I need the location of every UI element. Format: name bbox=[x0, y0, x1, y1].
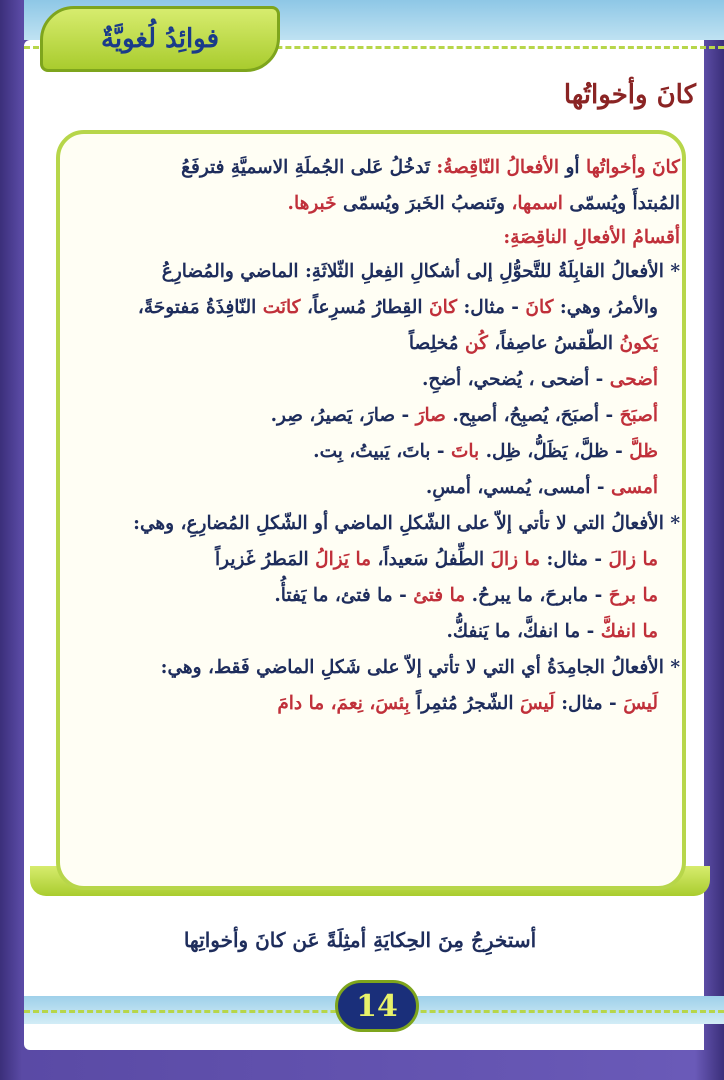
text-run: - باتَ، يَبيتُ، بِت. bbox=[313, 441, 451, 462]
text-run: الطِّفلُ سَعيداً، bbox=[371, 549, 491, 570]
text-line bbox=[80, 362, 680, 398]
text-run: النّافِذَةُ مَفتوحَةً، bbox=[137, 297, 263, 318]
highlighted-term: أقسامُ الأفعالِ الناقِصَةِ: bbox=[503, 227, 680, 248]
text-run: - ظلَّ، يَظَلُّ، ظِل. bbox=[479, 441, 630, 462]
text-run: المَطرُ غَزيراً bbox=[215, 549, 316, 570]
highlighted-term: كانَت bbox=[262, 297, 301, 318]
text-run: - أضحى ، يُضحي، أضحِ. bbox=[421, 369, 610, 390]
highlighted-term: بِئسَ، نِعمَ، ما دامَ bbox=[277, 693, 410, 714]
text-line bbox=[80, 150, 680, 186]
text-line bbox=[80, 290, 680, 326]
text-run: - مثال: bbox=[554, 693, 624, 714]
highlighted-term: صارَ bbox=[415, 405, 446, 426]
text-line bbox=[80, 186, 680, 222]
text-run: القِطارُ مُسرِعاً، bbox=[300, 297, 429, 318]
text-run: - أصبَحَ، يُصبِحُ، أصبِح. bbox=[445, 405, 620, 426]
text-line bbox=[80, 578, 680, 614]
header-title: فوائِدُ لُغويَّةٌ bbox=[100, 24, 220, 54]
text-run: * الأفعالُ التي لا تأتي إلاّ على الشّكلِ الماضي أو الشّكلِ المُضارِعِ، وهي: bbox=[133, 513, 680, 534]
text-line bbox=[80, 254, 680, 290]
section-title: كانَ وأخواتُها bbox=[563, 80, 696, 110]
highlighted-term: لَيسَ bbox=[623, 693, 658, 714]
header-tab bbox=[40, 6, 280, 72]
highlighted-term: ما يَزالُ bbox=[315, 549, 372, 570]
text-run: * الأفعالُ القابِلَةُ للتَّحوُّلِ إلى أشكالِ الفِعلِ الثّلاثَةِ: الماضي والمُضارِعُ bbox=[161, 261, 680, 282]
text-line bbox=[80, 542, 680, 578]
text-run: وتَنصبُ الخَبرَ ويُسمّى bbox=[336, 193, 512, 214]
text-line bbox=[80, 470, 680, 506]
highlighted-term: باتَ bbox=[450, 441, 480, 462]
text-run: - مثال: bbox=[457, 297, 526, 318]
highlighted-term: أصبَحَ bbox=[619, 405, 658, 426]
text-run: - أمسى، يُمسي، أمسِ. bbox=[425, 477, 612, 498]
text-line bbox=[80, 326, 680, 362]
text-line bbox=[80, 434, 680, 470]
text-line bbox=[80, 506, 680, 542]
highlighted-term: ما برحَ bbox=[608, 585, 658, 606]
text-run: الطّقسُ عاصِفاً، bbox=[487, 333, 620, 354]
highlighted-term: خَبرها. bbox=[287, 193, 337, 214]
text-run: - مابرحَ، ما يبرحُ. bbox=[465, 585, 609, 606]
highlighted-term: الأفعالُ النّاقِصةُ: bbox=[436, 157, 560, 178]
footer-instruction: أستخرِجُ مِنَ الحِكايَةِ أمثِلَةً عَن كانَ وأخواتِها bbox=[183, 928, 537, 952]
text-run: والأمرُ، وهي: bbox=[553, 297, 658, 318]
highlighted-term: كانَ bbox=[428, 297, 458, 318]
text-line bbox=[80, 614, 680, 650]
content-body bbox=[80, 150, 680, 722]
highlighted-term: ظلَّ bbox=[629, 441, 658, 462]
highlighted-term: كانَ bbox=[525, 297, 554, 318]
highlighted-term: كُن bbox=[465, 333, 488, 354]
highlighted-term: لَيسَ bbox=[519, 693, 555, 714]
text-line bbox=[80, 398, 680, 434]
text-line bbox=[80, 686, 680, 722]
text-line bbox=[80, 650, 680, 686]
text-run: * الأفعالُ الجامِدَةُ أي التي لا تأتي إلاّ على شَكلِ الماضي فَقط، وهي: bbox=[160, 657, 680, 678]
subheading bbox=[80, 222, 680, 254]
highlighted-term: كانَ وأخواتُها bbox=[586, 157, 680, 178]
highlighted-term: ما زالَ bbox=[608, 549, 658, 570]
text-run: المُبتدأَ ويُسمّى bbox=[562, 193, 680, 214]
highlighted-term: أضحى bbox=[609, 369, 658, 390]
highlighted-term: أمسى bbox=[611, 477, 658, 498]
highlighted-term: يَكونُ bbox=[619, 333, 658, 354]
highlighted-term: اسمها، bbox=[511, 193, 563, 214]
highlighted-term: ما انفكَّ bbox=[600, 621, 658, 642]
highlighted-term: ما فتئ bbox=[413, 585, 466, 606]
text-run: - ما فتئ، ما يَفتأُ. bbox=[274, 585, 414, 606]
highlighted-term: ما زالَ bbox=[490, 549, 541, 570]
text-run: - ما انفكَّ، ما يَنفكُّ. bbox=[446, 621, 601, 642]
text-run: الشّجرُ مُثمِراً bbox=[409, 693, 520, 714]
text-run: - صارَ، يَصيرُ، صِر. bbox=[270, 405, 416, 426]
page-number: 14 bbox=[335, 980, 419, 1032]
text-run: - مثال: bbox=[540, 549, 609, 570]
text-run: تَدخُلُ عَلى الجُملَةِ الاسميَّةِ فترفَعُ bbox=[181, 157, 437, 178]
text-run: مُخلِصاً bbox=[408, 333, 466, 354]
text-run: أو bbox=[559, 157, 586, 178]
